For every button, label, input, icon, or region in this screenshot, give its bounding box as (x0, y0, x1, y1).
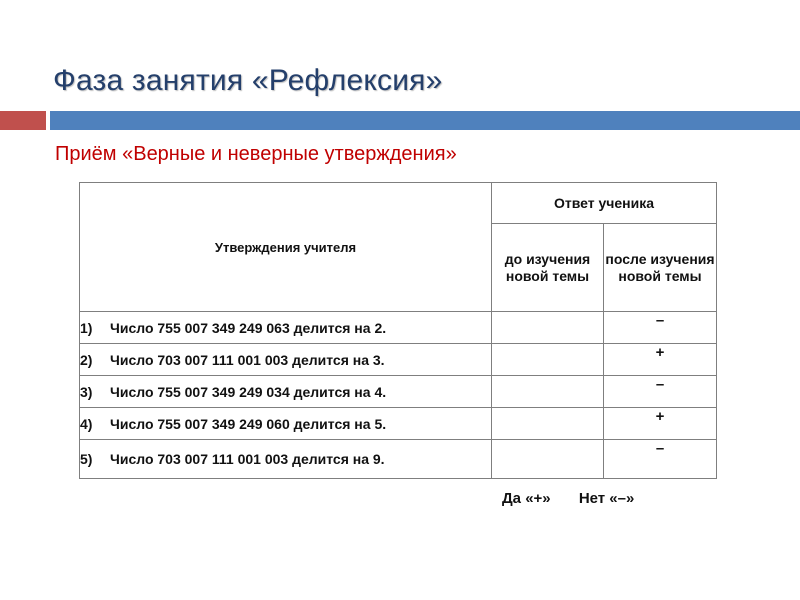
legend-yes: Да «+» (502, 490, 551, 507)
title-underline-accent (0, 111, 46, 130)
statement-text: Число 703 007 111 001 003 делится на 9. (110, 451, 385, 467)
title-underline-bar (50, 111, 800, 130)
statement-text: Число 755 007 349 249 063 делится на 2. (110, 319, 387, 336)
answer-after-cell: – (604, 440, 717, 479)
header-after-topic: после изучения новой темы (604, 224, 717, 312)
statement-number: 3) (80, 383, 93, 400)
statement-text: Число 755 007 349 249 060 делится на 5. (110, 415, 387, 432)
statements-table (79, 182, 717, 479)
table-row (80, 408, 717, 440)
statement-number: 5) (80, 451, 93, 467)
header-before-topic: до изучения новой темы (492, 224, 604, 312)
answer-legend (502, 490, 634, 507)
statement-text: Число 755 007 349 249 034 делится на 4. (110, 383, 387, 400)
statement-cell (80, 344, 492, 376)
statement-cell (80, 408, 492, 440)
table-header-row (80, 183, 717, 224)
answer-after-cell: – (604, 312, 717, 344)
answer-before-cell (492, 408, 604, 440)
answer-before-cell (492, 440, 604, 479)
table-row (80, 312, 717, 344)
header-teacher-statements: Утверждения учителя (80, 183, 492, 312)
table-row (80, 376, 717, 408)
header-student-answer: Ответ ученика (492, 183, 717, 224)
answer-before-cell (492, 312, 604, 344)
answer-after-cell: – (604, 376, 717, 408)
statement-cell (80, 376, 492, 408)
answer-after-cell: + (604, 408, 717, 440)
slide-title: Фаза занятия «Рефлексия» (53, 64, 443, 97)
statement-number: 2) (80, 351, 93, 368)
answer-before-cell (492, 344, 604, 376)
statement-number: 1) (80, 319, 93, 336)
legend-no: Нет «–» (578, 490, 635, 507)
answer-before-cell (492, 376, 604, 408)
statement-cell (80, 440, 492, 479)
table-row (80, 440, 717, 479)
answer-after-cell: + (604, 344, 717, 376)
statement-number: 4) (80, 415, 93, 432)
statement-cell (80, 312, 492, 344)
statement-text: Число 703 007 111 001 003 делится на 3. (110, 351, 385, 368)
slide-subtitle: Приём «Верные и неверные утверждения» (55, 143, 457, 165)
table-row (80, 344, 717, 376)
